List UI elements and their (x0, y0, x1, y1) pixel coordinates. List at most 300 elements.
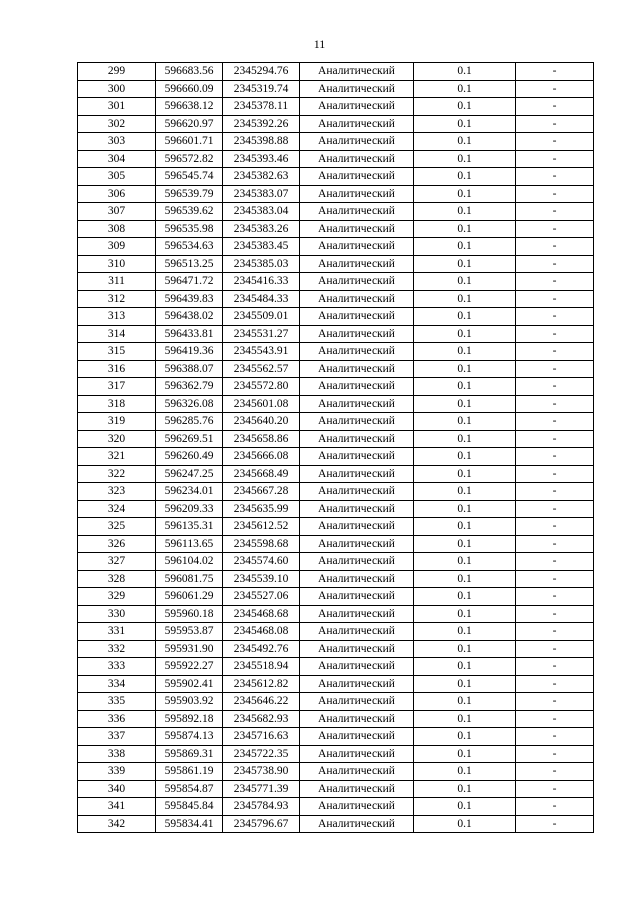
note-cell: - (516, 553, 594, 571)
x-coordinate-cell: 596572.82 (156, 150, 223, 168)
note-cell: - (516, 763, 594, 781)
accuracy-cell: 0.1 (414, 815, 516, 833)
table-row (78, 518, 594, 536)
table-row (78, 658, 594, 676)
y-coordinate-cell: 2345383.07 (223, 185, 300, 203)
table-row (78, 710, 594, 728)
y-coordinate-cell: 2345668.49 (223, 465, 300, 483)
x-coordinate-cell: 595953.87 (156, 623, 223, 641)
point-number-cell: 299 (78, 63, 156, 81)
accuracy-cell: 0.1 (414, 273, 516, 291)
method-cell: Аналитический (300, 98, 414, 116)
table-row (78, 798, 594, 816)
point-number-cell: 321 (78, 448, 156, 466)
note-cell: - (516, 745, 594, 763)
point-number-cell: 330 (78, 605, 156, 623)
point-number-cell: 308 (78, 220, 156, 238)
x-coordinate-cell: 596513.25 (156, 255, 223, 273)
note-cell: - (516, 570, 594, 588)
method-cell: Аналитический (300, 465, 414, 483)
x-coordinate-cell: 595834.41 (156, 815, 223, 833)
method-cell: Аналитический (300, 658, 414, 676)
method-cell: Аналитический (300, 343, 414, 361)
accuracy-cell: 0.1 (414, 290, 516, 308)
y-coordinate-cell: 2345771.39 (223, 780, 300, 798)
y-coordinate-cell: 2345416.33 (223, 273, 300, 291)
x-coordinate-cell: 595854.87 (156, 780, 223, 798)
accuracy-cell: 0.1 (414, 465, 516, 483)
method-cell: Аналитический (300, 728, 414, 746)
table-row (78, 220, 594, 238)
method-cell: Аналитический (300, 115, 414, 133)
point-number-cell: 312 (78, 290, 156, 308)
note-cell: - (516, 255, 594, 273)
note-cell: - (516, 325, 594, 343)
point-number-cell: 322 (78, 465, 156, 483)
x-coordinate-cell: 596683.56 (156, 63, 223, 81)
point-number-cell: 301 (78, 98, 156, 116)
y-coordinate-cell: 2345468.08 (223, 623, 300, 641)
x-coordinate-cell: 596135.31 (156, 518, 223, 536)
point-number-cell: 305 (78, 168, 156, 186)
table-row (78, 640, 594, 658)
accuracy-cell: 0.1 (414, 500, 516, 518)
point-number-cell: 319 (78, 413, 156, 431)
x-coordinate-cell: 596326.08 (156, 395, 223, 413)
method-cell: Аналитический (300, 763, 414, 781)
table-row (78, 378, 594, 396)
method-cell: Аналитический (300, 185, 414, 203)
table-row (78, 325, 594, 343)
accuracy-cell: 0.1 (414, 150, 516, 168)
table-row (78, 290, 594, 308)
point-number-cell: 324 (78, 500, 156, 518)
y-coordinate-cell: 2345468.68 (223, 605, 300, 623)
y-coordinate-cell: 2345646.22 (223, 693, 300, 711)
note-cell: - (516, 360, 594, 378)
method-cell: Аналитический (300, 553, 414, 571)
table-row (78, 395, 594, 413)
note-cell: - (516, 203, 594, 221)
method-cell: Аналитический (300, 308, 414, 326)
y-coordinate-cell: 2345383.45 (223, 238, 300, 256)
y-coordinate-cell: 2345722.35 (223, 745, 300, 763)
x-coordinate-cell: 596113.65 (156, 535, 223, 553)
y-coordinate-cell: 2345601.08 (223, 395, 300, 413)
point-number-cell: 341 (78, 798, 156, 816)
point-number-cell: 310 (78, 255, 156, 273)
method-cell: Аналитический (300, 500, 414, 518)
table-row (78, 675, 594, 693)
accuracy-cell: 0.1 (414, 763, 516, 781)
x-coordinate-cell: 595960.18 (156, 605, 223, 623)
table-row (78, 360, 594, 378)
method-cell: Аналитический (300, 518, 414, 536)
point-number-cell: 309 (78, 238, 156, 256)
method-cell: Аналитический (300, 255, 414, 273)
note-cell: - (516, 273, 594, 291)
x-coordinate-cell: 596439.83 (156, 290, 223, 308)
method-cell: Аналитический (300, 63, 414, 81)
table-row (78, 780, 594, 798)
point-number-cell: 336 (78, 710, 156, 728)
y-coordinate-cell: 2345658.86 (223, 430, 300, 448)
y-coordinate-cell: 2345539.10 (223, 570, 300, 588)
point-number-cell: 328 (78, 570, 156, 588)
accuracy-cell: 0.1 (414, 780, 516, 798)
x-coordinate-cell: 596061.29 (156, 588, 223, 606)
x-coordinate-cell: 596247.25 (156, 465, 223, 483)
method-cell: Аналитический (300, 80, 414, 98)
y-coordinate-cell: 2345667.28 (223, 483, 300, 501)
x-coordinate-cell: 595845.84 (156, 798, 223, 816)
note-cell: - (516, 798, 594, 816)
note-cell: - (516, 535, 594, 553)
x-coordinate-cell: 596601.71 (156, 133, 223, 151)
note-cell: - (516, 378, 594, 396)
x-coordinate-cell: 596388.07 (156, 360, 223, 378)
point-number-cell: 303 (78, 133, 156, 151)
note-cell: - (516, 63, 594, 81)
table-row (78, 80, 594, 98)
point-number-cell: 306 (78, 185, 156, 203)
note-cell: - (516, 693, 594, 711)
accuracy-cell: 0.1 (414, 483, 516, 501)
note-cell: - (516, 483, 594, 501)
y-coordinate-cell: 2345383.04 (223, 203, 300, 221)
method-cell: Аналитический (300, 150, 414, 168)
accuracy-cell: 0.1 (414, 658, 516, 676)
y-coordinate-cell: 2345383.26 (223, 220, 300, 238)
accuracy-cell: 0.1 (414, 553, 516, 571)
note-cell: - (516, 430, 594, 448)
method-cell: Аналитический (300, 168, 414, 186)
point-number-cell: 315 (78, 343, 156, 361)
point-number-cell: 323 (78, 483, 156, 501)
accuracy-cell: 0.1 (414, 378, 516, 396)
method-cell: Аналитический (300, 290, 414, 308)
note-cell: - (516, 728, 594, 746)
y-coordinate-cell: 2345398.88 (223, 133, 300, 151)
y-coordinate-cell: 2345518.94 (223, 658, 300, 676)
table-row (78, 815, 594, 833)
note-cell: - (516, 115, 594, 133)
accuracy-cell: 0.1 (414, 255, 516, 273)
note-cell: - (516, 395, 594, 413)
point-number-cell: 339 (78, 763, 156, 781)
method-cell: Аналитический (300, 413, 414, 431)
table-row (78, 535, 594, 553)
table-row (78, 693, 594, 711)
y-coordinate-cell: 2345393.46 (223, 150, 300, 168)
accuracy-cell: 0.1 (414, 185, 516, 203)
point-number-cell: 337 (78, 728, 156, 746)
table-row (78, 203, 594, 221)
table-row (78, 553, 594, 571)
y-coordinate-cell: 2345484.33 (223, 290, 300, 308)
note-cell: - (516, 308, 594, 326)
point-number-cell: 332 (78, 640, 156, 658)
table-row (78, 238, 594, 256)
y-coordinate-cell: 2345562.57 (223, 360, 300, 378)
accuracy-cell: 0.1 (414, 238, 516, 256)
note-cell: - (516, 780, 594, 798)
accuracy-cell: 0.1 (414, 360, 516, 378)
note-cell: - (516, 675, 594, 693)
note-cell: - (516, 185, 594, 203)
table-row (78, 448, 594, 466)
y-coordinate-cell: 2345738.90 (223, 763, 300, 781)
y-coordinate-cell: 2345716.63 (223, 728, 300, 746)
y-coordinate-cell: 2345612.82 (223, 675, 300, 693)
accuracy-cell: 0.1 (414, 535, 516, 553)
y-coordinate-cell: 2345378.11 (223, 98, 300, 116)
y-coordinate-cell: 2345492.76 (223, 640, 300, 658)
point-number-cell: 302 (78, 115, 156, 133)
table-row (78, 343, 594, 361)
method-cell: Аналитический (300, 588, 414, 606)
method-cell: Аналитический (300, 203, 414, 221)
table-row (78, 185, 594, 203)
note-cell: - (516, 588, 594, 606)
note-cell: - (516, 150, 594, 168)
accuracy-cell: 0.1 (414, 693, 516, 711)
method-cell: Аналитический (300, 780, 414, 798)
x-coordinate-cell: 596539.79 (156, 185, 223, 203)
point-number-cell: 326 (78, 535, 156, 553)
method-cell: Аналитический (300, 745, 414, 763)
x-coordinate-cell: 596104.02 (156, 553, 223, 571)
x-coordinate-cell: 596638.12 (156, 98, 223, 116)
point-number-cell: 327 (78, 553, 156, 571)
accuracy-cell: 0.1 (414, 220, 516, 238)
table-row (78, 63, 594, 81)
accuracy-cell: 0.1 (414, 63, 516, 81)
accuracy-cell: 0.1 (414, 203, 516, 221)
point-number-cell: 316 (78, 360, 156, 378)
y-coordinate-cell: 2345682.93 (223, 710, 300, 728)
note-cell: - (516, 98, 594, 116)
note-cell: - (516, 658, 594, 676)
x-coordinate-cell: 596539.62 (156, 203, 223, 221)
y-coordinate-cell: 2345640.20 (223, 413, 300, 431)
table-row (78, 98, 594, 116)
accuracy-cell: 0.1 (414, 570, 516, 588)
point-number-cell: 307 (78, 203, 156, 221)
point-number-cell: 313 (78, 308, 156, 326)
note-cell: - (516, 168, 594, 186)
y-coordinate-cell: 2345382.63 (223, 168, 300, 186)
point-number-cell: 311 (78, 273, 156, 291)
method-cell: Аналитический (300, 273, 414, 291)
accuracy-cell: 0.1 (414, 325, 516, 343)
note-cell: - (516, 413, 594, 431)
accuracy-cell: 0.1 (414, 710, 516, 728)
x-coordinate-cell: 596209.33 (156, 500, 223, 518)
y-coordinate-cell: 2345509.01 (223, 308, 300, 326)
x-coordinate-cell: 596534.63 (156, 238, 223, 256)
note-cell: - (516, 815, 594, 833)
method-cell: Аналитический (300, 378, 414, 396)
note-cell: - (516, 465, 594, 483)
note-cell: - (516, 500, 594, 518)
x-coordinate-cell: 596234.01 (156, 483, 223, 501)
table-row (78, 570, 594, 588)
x-coordinate-cell: 595902.41 (156, 675, 223, 693)
x-coordinate-cell: 595861.19 (156, 763, 223, 781)
coordinates-table-body (78, 63, 594, 833)
accuracy-cell: 0.1 (414, 623, 516, 641)
point-number-cell: 331 (78, 623, 156, 641)
accuracy-cell: 0.1 (414, 413, 516, 431)
y-coordinate-cell: 2345666.08 (223, 448, 300, 466)
point-number-cell: 340 (78, 780, 156, 798)
accuracy-cell: 0.1 (414, 168, 516, 186)
table-row (78, 500, 594, 518)
y-coordinate-cell: 2345796.67 (223, 815, 300, 833)
y-coordinate-cell: 2345527.06 (223, 588, 300, 606)
accuracy-cell: 0.1 (414, 80, 516, 98)
method-cell: Аналитический (300, 325, 414, 343)
accuracy-cell: 0.1 (414, 395, 516, 413)
table-row (78, 588, 594, 606)
accuracy-cell: 0.1 (414, 798, 516, 816)
y-coordinate-cell: 2345319.74 (223, 80, 300, 98)
table-row (78, 273, 594, 291)
note-cell: - (516, 710, 594, 728)
x-coordinate-cell: 596620.97 (156, 115, 223, 133)
accuracy-cell: 0.1 (414, 640, 516, 658)
method-cell: Аналитический (300, 710, 414, 728)
method-cell: Аналитический (300, 430, 414, 448)
y-coordinate-cell: 2345385.03 (223, 255, 300, 273)
accuracy-cell: 0.1 (414, 98, 516, 116)
table-row (78, 728, 594, 746)
note-cell: - (516, 220, 594, 238)
table-row (78, 133, 594, 151)
method-cell: Аналитический (300, 220, 414, 238)
table-row (78, 168, 594, 186)
method-cell: Аналитический (300, 360, 414, 378)
method-cell: Аналитический (300, 570, 414, 588)
point-number-cell: 338 (78, 745, 156, 763)
x-coordinate-cell: 595903.92 (156, 693, 223, 711)
x-coordinate-cell: 596471.72 (156, 273, 223, 291)
x-coordinate-cell: 596081.75 (156, 570, 223, 588)
method-cell: Аналитический (300, 535, 414, 553)
x-coordinate-cell: 596438.02 (156, 308, 223, 326)
accuracy-cell: 0.1 (414, 115, 516, 133)
x-coordinate-cell: 596362.79 (156, 378, 223, 396)
note-cell: - (516, 518, 594, 536)
note-cell: - (516, 640, 594, 658)
point-number-cell: 320 (78, 430, 156, 448)
x-coordinate-cell: 595869.31 (156, 745, 223, 763)
x-coordinate-cell: 596269.51 (156, 430, 223, 448)
point-number-cell: 342 (78, 815, 156, 833)
accuracy-cell: 0.1 (414, 588, 516, 606)
point-number-cell: 333 (78, 658, 156, 676)
table-row (78, 255, 594, 273)
table-row (78, 605, 594, 623)
note-cell: - (516, 133, 594, 151)
x-coordinate-cell: 595922.27 (156, 658, 223, 676)
accuracy-cell: 0.1 (414, 308, 516, 326)
point-number-cell: 318 (78, 395, 156, 413)
x-coordinate-cell: 595892.18 (156, 710, 223, 728)
method-cell: Аналитический (300, 448, 414, 466)
note-cell: - (516, 448, 594, 466)
point-number-cell: 329 (78, 588, 156, 606)
method-cell: Аналитический (300, 640, 414, 658)
method-cell: Аналитический (300, 483, 414, 501)
coordinates-table (77, 62, 594, 833)
y-coordinate-cell: 2345635.99 (223, 500, 300, 518)
point-number-cell: 325 (78, 518, 156, 536)
table-row (78, 465, 594, 483)
y-coordinate-cell: 2345531.27 (223, 325, 300, 343)
note-cell: - (516, 343, 594, 361)
accuracy-cell: 0.1 (414, 133, 516, 151)
method-cell: Аналитический (300, 675, 414, 693)
method-cell: Аналитический (300, 815, 414, 833)
y-coordinate-cell: 2345294.76 (223, 63, 300, 81)
method-cell: Аналитический (300, 693, 414, 711)
x-coordinate-cell: 596285.76 (156, 413, 223, 431)
accuracy-cell: 0.1 (414, 448, 516, 466)
note-cell: - (516, 605, 594, 623)
accuracy-cell: 0.1 (414, 745, 516, 763)
point-number-cell: 314 (78, 325, 156, 343)
table-row (78, 745, 594, 763)
x-coordinate-cell: 595931.90 (156, 640, 223, 658)
x-coordinate-cell: 596660.09 (156, 80, 223, 98)
x-coordinate-cell: 596260.49 (156, 448, 223, 466)
accuracy-cell: 0.1 (414, 675, 516, 693)
table-row (78, 623, 594, 641)
table-row (78, 763, 594, 781)
x-coordinate-cell: 596419.36 (156, 343, 223, 361)
y-coordinate-cell: 2345598.68 (223, 535, 300, 553)
note-cell: - (516, 238, 594, 256)
point-number-cell: 334 (78, 675, 156, 693)
point-number-cell: 317 (78, 378, 156, 396)
y-coordinate-cell: 2345784.93 (223, 798, 300, 816)
table-row (78, 150, 594, 168)
y-coordinate-cell: 2345574.60 (223, 553, 300, 571)
method-cell: Аналитический (300, 623, 414, 641)
point-number-cell: 335 (78, 693, 156, 711)
note-cell: - (516, 623, 594, 641)
point-number-cell: 304 (78, 150, 156, 168)
method-cell: Аналитический (300, 133, 414, 151)
accuracy-cell: 0.1 (414, 430, 516, 448)
x-coordinate-cell: 596545.74 (156, 168, 223, 186)
table-row (78, 430, 594, 448)
x-coordinate-cell: 595874.13 (156, 728, 223, 746)
method-cell: Аналитический (300, 395, 414, 413)
y-coordinate-cell: 2345572.80 (223, 378, 300, 396)
y-coordinate-cell: 2345543.91 (223, 343, 300, 361)
x-coordinate-cell: 596433.81 (156, 325, 223, 343)
method-cell: Аналитический (300, 798, 414, 816)
accuracy-cell: 0.1 (414, 518, 516, 536)
page-number: 11 (313, 37, 326, 51)
accuracy-cell: 0.1 (414, 343, 516, 361)
note-cell: - (516, 290, 594, 308)
accuracy-cell: 0.1 (414, 728, 516, 746)
accuracy-cell: 0.1 (414, 605, 516, 623)
